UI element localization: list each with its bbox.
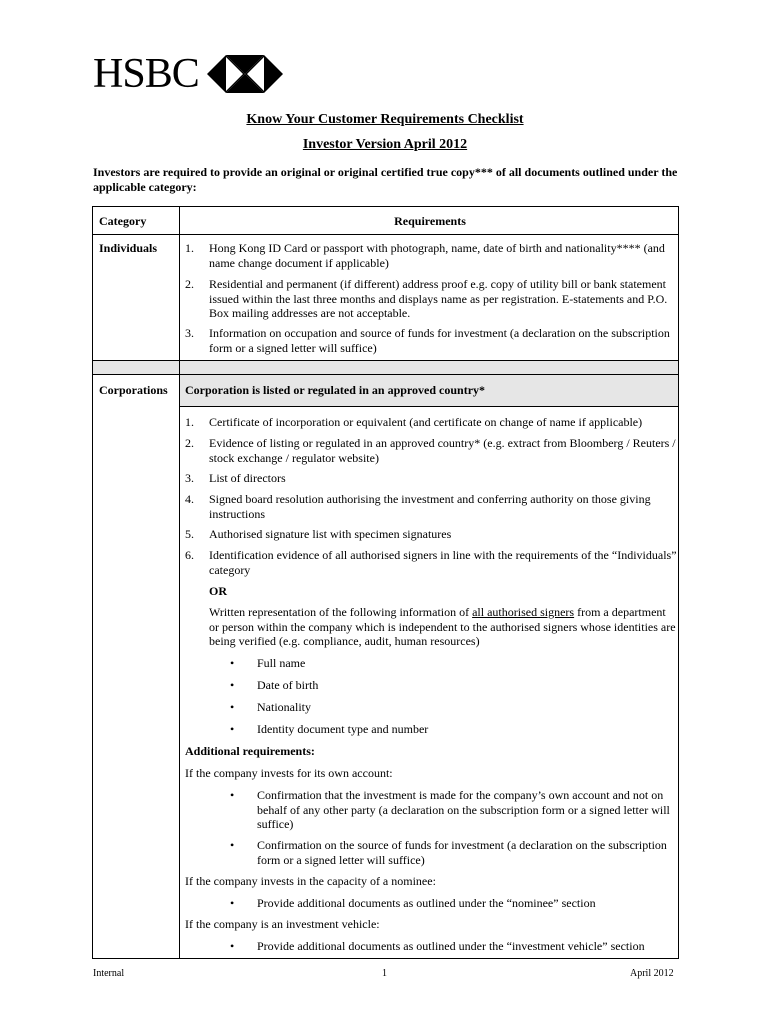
document-title: Know Your Customer Requirements Checklist bbox=[246, 112, 524, 127]
footer-page-number: 1 bbox=[382, 968, 387, 979]
category-corporations: Corporations bbox=[99, 383, 168, 397]
or-label: OR bbox=[209, 584, 227, 598]
footer-left: Internal bbox=[93, 968, 125, 979]
header-divider bbox=[93, 234, 678, 235]
header-requirements: Requirements bbox=[394, 214, 466, 228]
own-account-intro: If the company invests for its own account: bbox=[185, 766, 393, 780]
header-category: Category bbox=[99, 214, 147, 228]
written-representation: Written representation of the following information of all authorised signers from a department or person within the company which is independent to the authorised signers whose identities are being verified (e.g. compliance, audit, human resources) bbox=[209, 605, 676, 648]
all-authorised-signers: all authorised signers bbox=[472, 605, 575, 619]
additional-requirements-heading: Additional requirements: bbox=[185, 744, 315, 758]
separator-row bbox=[93, 360, 678, 374]
hsbc-hexagon-logo-icon bbox=[207, 55, 283, 93]
category-individuals: Individuals bbox=[99, 241, 158, 255]
corporations-subheader: Corporation is listed or regulated in an approved country* bbox=[185, 383, 486, 397]
brand-name: HSBC bbox=[93, 51, 199, 97]
individuals-divider bbox=[93, 360, 678, 361]
vehicle-intro: If the company is an investment vehicle: bbox=[185, 917, 380, 931]
subheader-divider bbox=[180, 406, 678, 407]
requirements-table: Category Requirements Individuals 1. Hong Kong ID Card or passport with photograph, name, date of birth and nationality**** (and name change document if applicable) 2. Residential and permanent (if different) address proof e.g. copy of utility bill or bank statement issued within the last three months and displays name as per registration. E-statements and P.O. Box mailing addresses are not acceptable. 3. Information on occupation and source of funds for investment (a declaration on the subscription form or a signed letter will suffice) Corporations Corporation is listed or regulated in an approved country* 1. Certificate of incorporation or equivalent (and certificate on change of name if applicable) 2. Evidence of listing or regulated in an approved country* (e.g. extract from Bloomberg / Reuters / stock exchange / regulator website) 3. List of directors 4. Signed board resolution authorising the investment and conferring authority on those giving instructions 5. Authorised signature list with specimen signatures 6. Identification evidence of all authorised signers in line with the requirements of the “Individuals” category OR Written representation of the following information of all authorised signers from a department or person within the company which is independent to the authorised signers whose identities are being verified (e.g. compliance, audit, human resources) • Full name • Date of birth • Nationality • Identity document type and number Additional requirements: If the company invests for its own account: • Confirmation that the investment is made for the company’s own account and not on behalf of any other party (a declaration on the subscription form or a signed letter will suffice) • Confirmation on the source of funds for investment (a declaration on the subscription form or a signed letter will suffice) If the company invests in the capacity of a nominee: • Provide additional documents as outlined under the “nominee” section If the company is an investment vehicle: • Provide additional documents as outlined under the “investment vehicle” section bbox=[92, 206, 679, 959]
document-subtitle: Investor Version April 2012 bbox=[302, 137, 468, 152]
intro-text: Investors are required to provide an original or original certified true copy*** of all documents outlined under the applicable category: bbox=[93, 165, 678, 194]
column-divider bbox=[179, 207, 180, 958]
nominee-intro: If the company invests in the capacity of a nominee: bbox=[185, 874, 436, 888]
footer-right: April 2012 bbox=[630, 968, 674, 979]
hsbc-logo bbox=[93, 51, 283, 97]
separator-divider bbox=[93, 374, 678, 375]
